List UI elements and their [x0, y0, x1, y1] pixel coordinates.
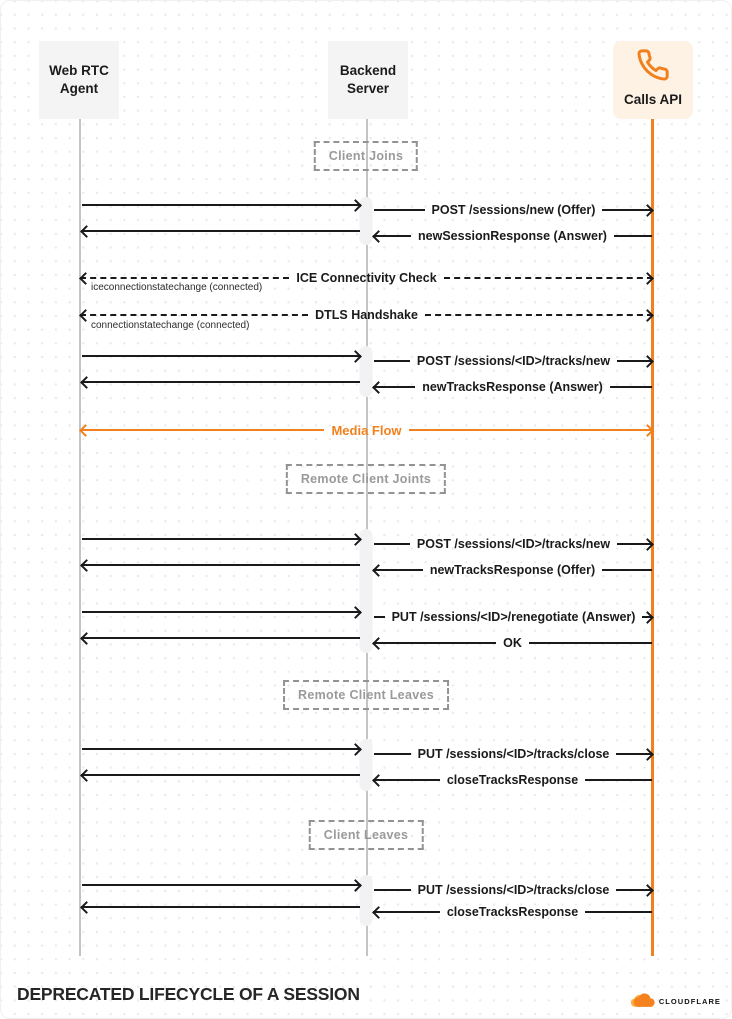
activation-bar — [360, 875, 373, 926]
arrow-new-tracks-response-relay — [82, 554, 360, 576]
arrowhead-right-icon — [349, 533, 362, 546]
message-new-session-response — [374, 225, 652, 247]
message-label: DTLS Handshake — [315, 308, 418, 322]
message-ok — [374, 632, 652, 654]
arrowhead-right-icon — [641, 538, 654, 551]
phone-icon — [636, 48, 670, 82]
arrowhead-left-icon — [80, 559, 93, 572]
arrowhead-left-icon — [372, 906, 385, 919]
message-put-tracks-close — [374, 743, 652, 765]
arrowhead-left-icon — [79, 272, 92, 285]
arrowhead-right-icon — [349, 606, 362, 619]
event-iceconnectionstatechange: iceconnectionstatechange (connected) — [91, 282, 263, 293]
phase-client-leaves: Client Leaves — [309, 820, 424, 850]
message-label: newTracksResponse (Answer) — [422, 380, 603, 394]
arrow-close-tracks-response-relay — [82, 896, 360, 918]
lifeline-webrtc-agent — [79, 119, 81, 956]
message-close-tracks-response — [374, 769, 652, 791]
message-label: closeTracksResponse — [446, 773, 579, 787]
message-label: PUT /sessions/<ID>/renegotiate (Answer) — [391, 610, 636, 624]
arrowhead-left-icon — [79, 424, 92, 437]
arrowhead-left-icon — [80, 632, 93, 645]
arrowhead-left-icon — [372, 774, 385, 787]
arrowhead-right-icon — [641, 355, 654, 368]
arrowhead-right-icon — [349, 350, 362, 363]
activation-bar — [360, 529, 373, 653]
actor-backend-server: Backend Server — [328, 41, 408, 119]
message-label: OK — [503, 636, 522, 650]
arrowhead-right-icon — [641, 272, 654, 285]
message-media-flow — [81, 419, 652, 441]
arrowhead-left-icon — [372, 230, 385, 243]
message-label: PUT /sessions/<ID>/tracks/close — [417, 747, 610, 761]
activation-bar — [360, 346, 373, 397]
message-label: newSessionResponse (Answer) — [418, 229, 607, 243]
arrowhead-right-icon — [641, 884, 654, 897]
arrowhead-right-icon — [349, 199, 362, 212]
arrowhead-right-icon — [641, 748, 654, 761]
arrowhead-left-icon — [79, 309, 92, 322]
arrowhead-right-icon — [641, 424, 654, 437]
arrow-put-tracks-close-relay — [82, 738, 360, 760]
actor-calls-api-label: Calls API — [623, 91, 683, 107]
message-label: POST /sessions/new (Offer) — [431, 203, 596, 217]
arrowhead-right-icon — [641, 611, 654, 624]
message-post-sessions-new — [374, 199, 652, 221]
arrowhead-left-icon — [80, 376, 93, 389]
message-new-tracks-response-answer — [374, 376, 652, 398]
message-put-renegotiate — [374, 606, 652, 628]
event-connectionstatechange: connectionstatechange (connected) — [91, 320, 250, 331]
cloudflare-wordmark: CLOUDFLARE — [658, 996, 721, 1006]
arrow-post-tracks-new-relay — [82, 345, 360, 367]
arrowhead-right-icon — [349, 743, 362, 756]
arrow-new-tracks-response-relay — [82, 371, 360, 393]
message-put-tracks-close — [374, 879, 652, 901]
message-label: Media Flow — [331, 422, 402, 438]
message-close-tracks-response — [374, 901, 652, 923]
message-label: POST /sessions/<ID>/tracks/new — [416, 354, 611, 368]
arrowhead-right-icon — [641, 204, 654, 217]
arrowhead-right-icon — [349, 879, 362, 892]
arrowhead-left-icon — [372, 564, 385, 577]
message-label: ICE Connectivity Check — [296, 271, 437, 285]
cloudflare-cloud-icon — [630, 993, 656, 1009]
arrow-ok-relay — [82, 627, 360, 649]
cloudflare-logo — [630, 993, 721, 1009]
arrow-put-tracks-close-relay — [82, 874, 360, 896]
actor-calls-api — [613, 41, 693, 119]
arrow-post-tracks-new-relay — [82, 528, 360, 550]
phase-remote-client-joins: Remote Client Joints — [286, 464, 446, 494]
arrow-post-sessions-new-relay — [82, 194, 360, 216]
message-label: POST /sessions/<ID>/tracks/new — [416, 537, 611, 551]
arrowhead-right-icon — [641, 309, 654, 322]
arrow-new-session-response-relay — [82, 220, 360, 242]
arrowhead-left-icon — [372, 637, 385, 650]
phase-remote-client-leaves: Remote Client Leaves — [283, 680, 449, 710]
message-post-tracks-new — [374, 350, 652, 372]
arrowhead-left-icon — [80, 901, 93, 914]
arrow-put-renegotiate-relay — [82, 601, 360, 623]
message-new-tracks-response-offer — [374, 559, 652, 581]
message-label: newTracksResponse (Offer) — [429, 563, 596, 577]
message-label: closeTracksResponse — [446, 905, 579, 919]
phase-client-joins: Client Joins — [314, 141, 418, 171]
arrowhead-left-icon — [372, 381, 385, 394]
diagram-title: DEPRECATED LIFECYCLE OF A SESSION — [17, 984, 360, 1004]
actor-webrtc-agent: Web RTC Agent — [39, 41, 119, 119]
message-post-tracks-new — [374, 533, 652, 555]
arrow-close-tracks-response-relay — [82, 764, 360, 786]
activation-bar — [360, 739, 373, 791]
message-label: PUT /sessions/<ID>/tracks/close — [417, 883, 610, 897]
arrowhead-left-icon — [80, 225, 93, 238]
arrowhead-left-icon — [80, 769, 93, 782]
